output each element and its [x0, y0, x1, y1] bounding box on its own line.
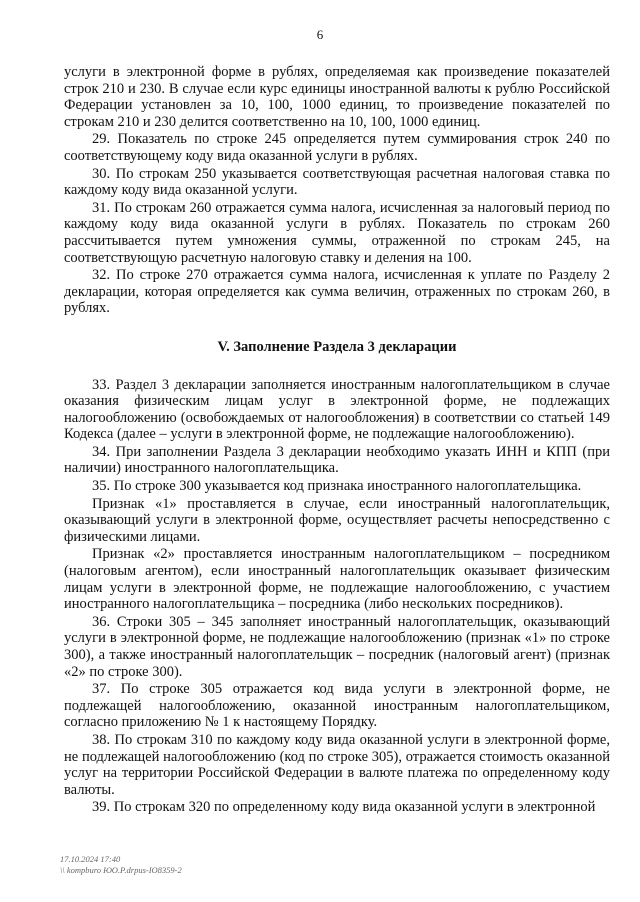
document-body — [64, 64, 610, 817]
footer-timestamp: 17.10.2024 17:40 — [60, 854, 121, 864]
paragraph: 31. По строкам 260 отражается сумма налога, исчисленная за налоговый период по каждому коду вида оказанной услуги в рублях. Показатель по строкам 260 рассчитывается путем умножения суммы, отраженной по строкам 245, на соответствующую расчетную налоговую ставку и деления на 100. — [64, 199, 610, 266]
paragraph: 38. По строкам 310 по каждому коду вида оказанной услуги в электронной форме, не подлежащей налогообложению (код по строке 305), отражается стоимость оказанной услуг на территории Российской Федерации в валюте платежа по определенному коду валюты. — [64, 731, 610, 798]
paragraph: 32. По строке 270 отражается сумма налога, исчисленная к уплате по Разделу 2 декларации, которая определяется как сумма величин, отраженных по строкам 260, в рублях. — [64, 267, 610, 317]
paragraph: 37. По строке 305 отражается код вида услуги в электронной форме, не подлежащей налогообложению, оказанной иностранным налогоплательщиком, согласно приложению № 1 к настоящему Порядку. — [64, 681, 610, 731]
paragraph: 39. По строкам 320 по определенному коду вида оказанной услуги в электронной — [92, 799, 596, 816]
paragraph: 33. Раздел 3 декларации заполняется иностранным налогоплательщиком в случае оказания физическим лицам услуг в электронной форме, не подлежащих налогообложению (освобождаемых от налогообложения) в соответствии со статьей 149 Кодекса (далее – услуги в электронной форме, не подлежащие налогообложению). — [64, 376, 610, 443]
paragraph: Признак «1» проставляется в случае, если иностранный налогоплательщик, оказывающий услуги в электронной форме, осуществляет расчеты непосредственно с физическими лицами. — [64, 495, 610, 545]
paragraph: 34. При заполнении Раздела 3 декларации необходимо указать ИНН и КПП (при наличии) иностранного налогоплательщика. — [64, 443, 610, 477]
paragraph: 36. Строки 305 – 345 заполняет иностранный налогоплательщик, оказывающий услуги в электронной форме, не подлежащие налогообложению (признак «1» по строке 300), а также иностранный налогоплательщик – посредник (налоговый агент) (признак «2» по строке 300). — [64, 613, 610, 680]
page-number: 6 — [316, 27, 324, 42]
paragraph: 29. Показатель по строке 245 определяется путем суммирования строк 240 по соответствующему коду вида оказанной услуги в рублях. — [64, 131, 610, 164]
paragraph: 30. По строкам 250 указывается соответствующая расчетная налоговая ставка по каждому коду вида оказанной услуги. — [64, 165, 610, 199]
footer-file-path: \\ kompburo ЮО.Р.drpus-IO8359-2 — [60, 865, 182, 875]
section-title: V. Заполнение Раздела 3 декларации — [217, 338, 457, 355]
paragraph: Признак «2» проставляется иностранным налогоплательщиком – посредником (налоговым агентом), если иностранный налогоплательщик оказывает физическим лицам услуги в электронной форме, не подлежащие налогообложению, с участием иностранного налогоплательщика – посредника (либо нескольких посредников). — [64, 546, 610, 613]
paragraph: услуги в электронной форме в рублях, определяемая как произведение показателей строк 210 и 230. В случае если курс единицы иностранной валюты к рублю Российской Федерации установлен за 10, 100, 1000 единиц, то произведение показателей по строкам 210 и 230 делится соответственно на 10, 100, 1000 единиц. — [64, 64, 610, 130]
paragraph: 35. По строке 300 указывается код признака иностранного налогоплательщика. — [92, 478, 582, 495]
footer-stamp — [60, 854, 182, 876]
